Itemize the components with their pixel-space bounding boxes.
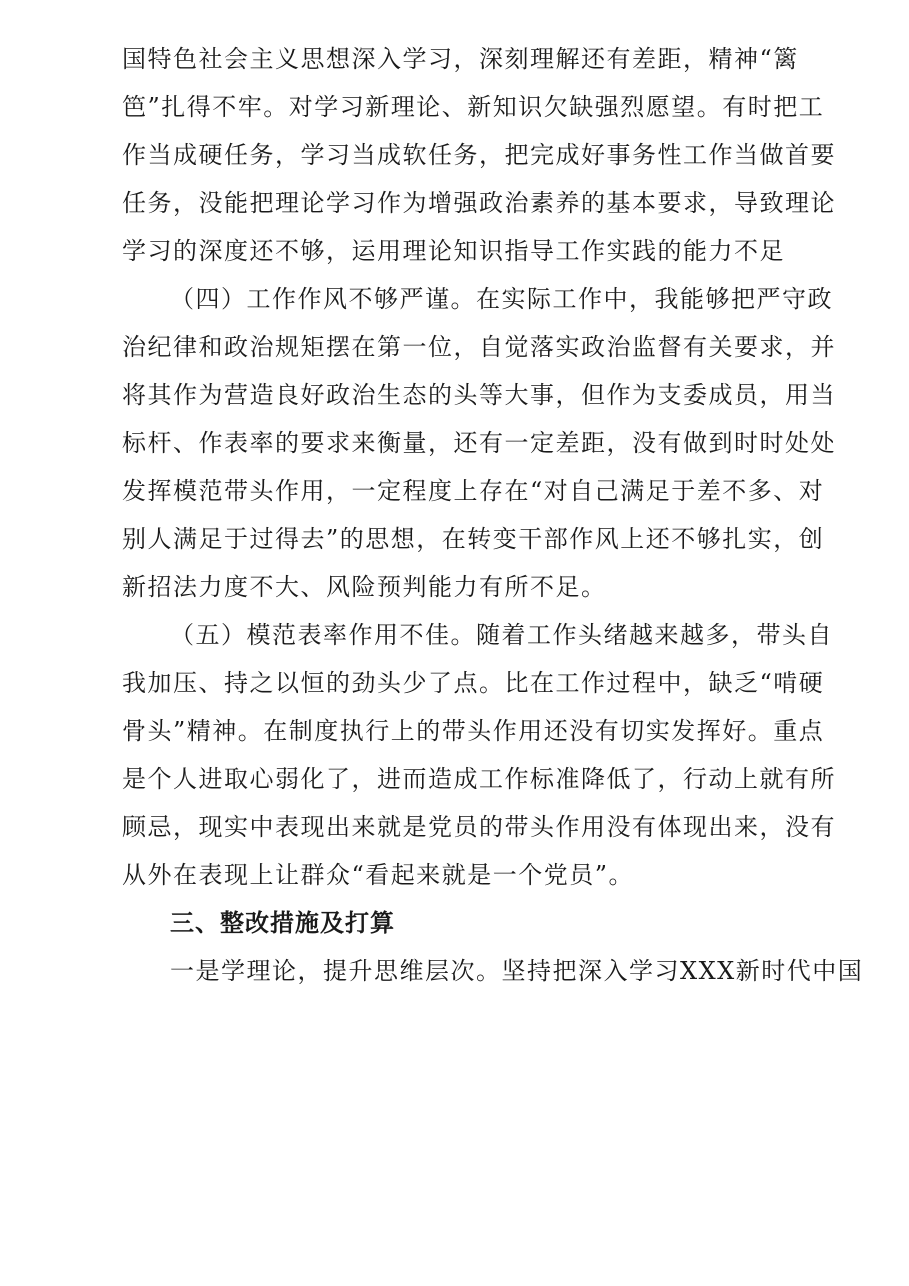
- text-line: 学习的深度还不够，运用理论知识指导工作实践的能力不足: [122, 237, 785, 265]
- section-five-first-line: （五）模范表率作用不佳。随着工作头绪越来越多，带头自: [170, 621, 833, 649]
- text-line: 任务，没能把理论学习作为增强政治素养的基本要求，导致理论: [122, 189, 836, 217]
- text-line: 一是学理论，提升思维层次。坚持把深入学习XXX新时代中国: [170, 957, 864, 985]
- text-line: 我加压、持之以恒的劲头少了点。比在工作过程中，缺乏“啃硬: [122, 669, 825, 697]
- text-line: 别人满足于过得去”的思想，在转变干部作风上还不够扎实，创: [122, 525, 825, 553]
- text-line: 骨头”精神。在制度执行上的带头作用还没有切实发挥好。重点: [122, 717, 825, 745]
- text-line: 治纪律和政治规矩摆在第一位，自觉落实政治监督有关要求，并: [122, 333, 836, 361]
- text-line: 从外在表现上让群众“看起来就是一个党员”。: [122, 861, 635, 889]
- text-line: 作当成硬任务，学习当成软任务，把完成好事务性工作当做首要: [122, 141, 836, 169]
- text-line: 发挥模范带头作用，一定程度上存在“对自己满足于差不多、对: [122, 477, 825, 505]
- text-line: 顾忌，现实中表现出来就是党员的带头作用没有体现出来，没有: [122, 813, 836, 841]
- text-line: 笆”扎得不牢。对学习新理论、新知识欠缺强烈愿望。有时把工: [122, 93, 825, 121]
- section-four-first-line: （四）工作作风不够严谨。在实际工作中，我能够把严守政: [170, 285, 833, 313]
- text-line: 是个人进取心弱化了，进而造成工作标准降低了，行动上就有所: [122, 765, 836, 793]
- text-line: 将其作为营造良好政治生态的头等大事，但作为支委成员，用当: [122, 381, 836, 409]
- text-line: 新招法力度不大、风险预判能力有所不足。: [122, 573, 607, 601]
- text-line: 国特色社会主义思想深入学习，深刻理解还有差距，精神“篱: [122, 45, 799, 73]
- section-heading-rectification: 三、整改措施及打算: [170, 909, 395, 937]
- text-line: 标杆、作表率的要求来衡量，还有一定差距，没有做到时时处处: [122, 429, 836, 457]
